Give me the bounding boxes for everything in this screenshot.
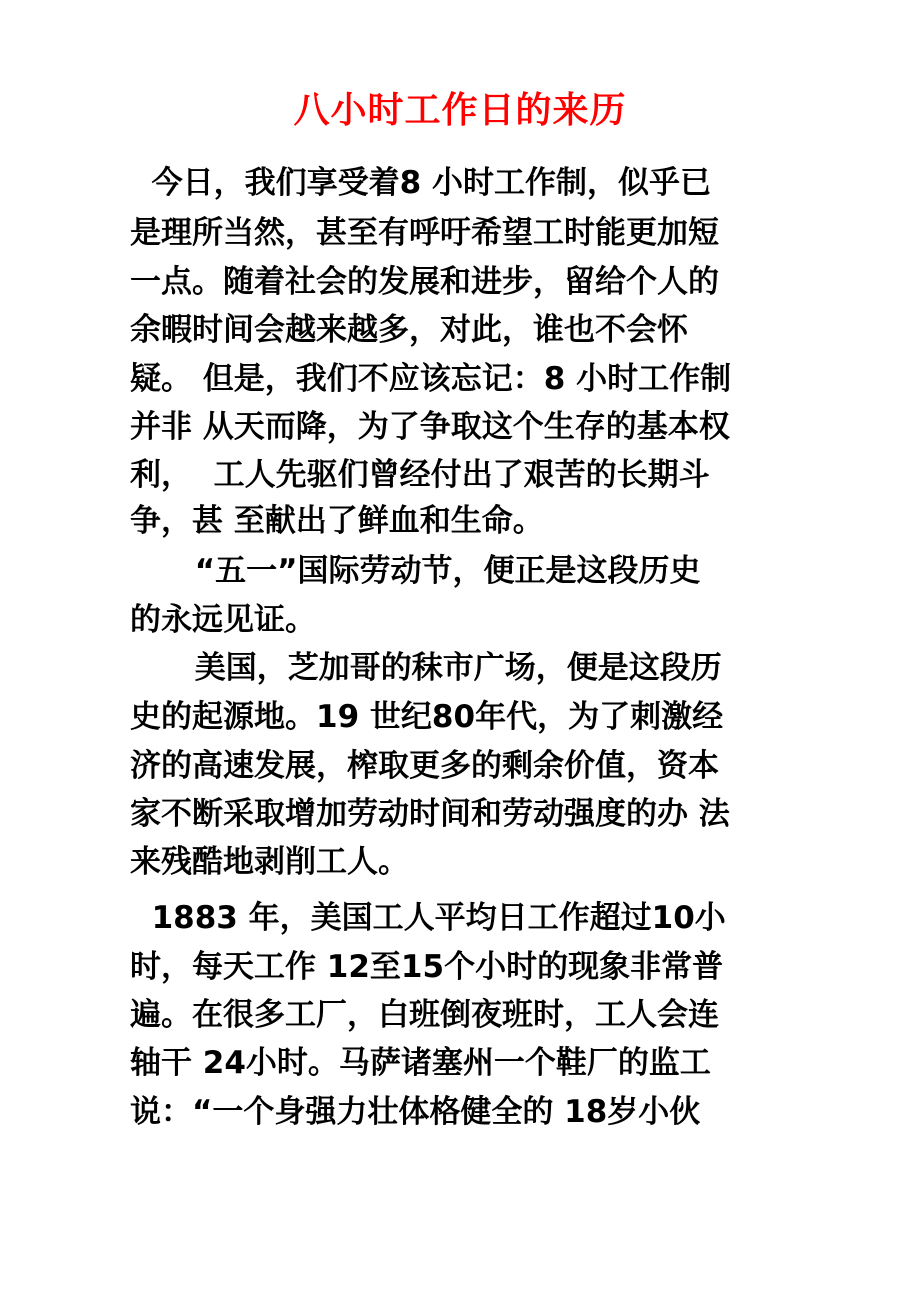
body-line: 余暇时间会越来越多，对此，谁也不会怀 [130, 312, 688, 348]
body-line: 的永远见证。 [130, 602, 316, 638]
body-line: 美国，芝加哥的秣市广场，便是这段历 [130, 650, 722, 686]
body-line: 1883 年，美国工人平均日工作超过10小 [130, 900, 726, 936]
body-line: 轴干 24小时。马萨诸塞州一个鞋厂的监工 [130, 1045, 711, 1081]
body-line: 争，甚 至献出了鲜血和生命。 [130, 503, 544, 539]
body-line: 今日，我们享受着8 小时工作制，似乎已 [130, 165, 711, 201]
body-line: 说：“一个身强力壮体格健全的 18岁小伙 [130, 1094, 701, 1130]
body-line: 家不断采取增加劳动时间和劳动强度的办 法 [130, 796, 730, 832]
body-line: 遍。在很多工厂，白班倒夜班时，工人会连 [130, 997, 719, 1033]
body-line: 并非 从天而降，为了争取这个生存的基本权 [130, 409, 730, 445]
body-line: 来残酷地剥削工人。 [130, 844, 409, 880]
body-line: 疑。 但是，我们不应该忘记：8 小时工作制 [130, 361, 732, 397]
body-line: “五一”国际劳动节，便正是这段历史 [130, 553, 701, 589]
body-line: 时，每天工作 12至15个小时的现象非常普 [130, 949, 724, 985]
document-title: 八小时工作日的来历 [293, 90, 627, 131]
body-line: 济的高速发展，榨取更多的剩余价值，资本 [130, 748, 719, 784]
body-line: 史的起源地。19 世纪80年代，为了刺激经 [130, 699, 724, 735]
body-line: 一点。随着社会的发展和进步，留给个人的 [130, 264, 719, 300]
body-line: 利， 工人先驱们曾经付出了艰苦的长期斗 [130, 457, 710, 493]
body-line: 是理所当然，甚至有呼吁希望工时能更加短 [130, 215, 719, 251]
